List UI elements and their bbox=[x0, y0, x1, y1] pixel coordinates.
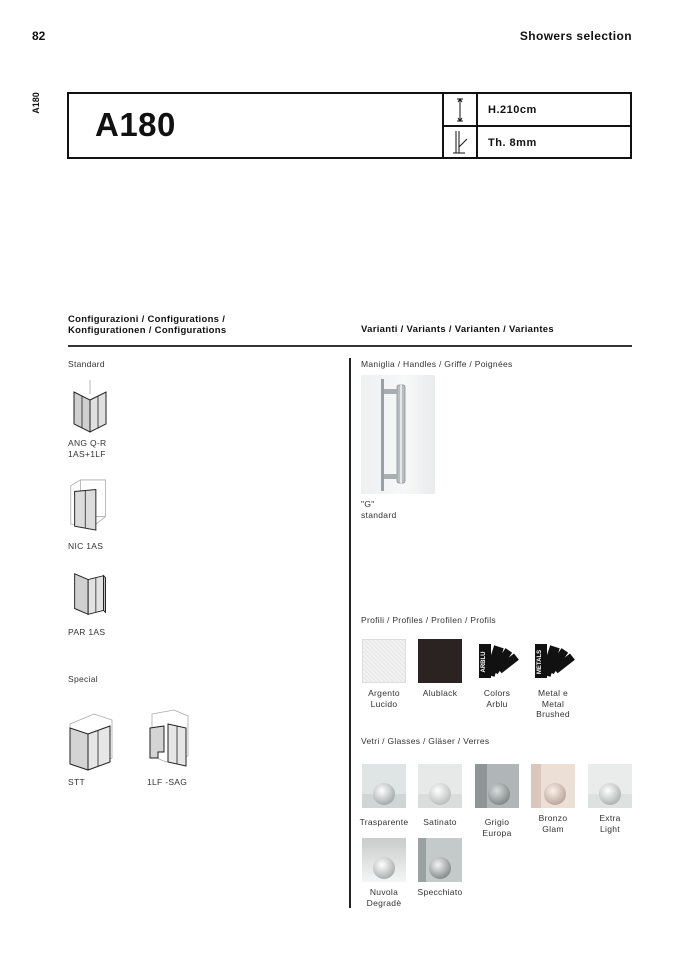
glass-trasparente-label bbox=[352, 817, 416, 828]
glass-bronzo-glam-label bbox=[521, 813, 585, 834]
profile-metals-icon bbox=[531, 638, 577, 684]
handle-icon bbox=[361, 375, 435, 494]
glass-specchiato-label bbox=[406, 887, 474, 898]
profile-label-line: Arblu bbox=[486, 698, 508, 709]
config-nic-1as-label: NIC 1AS bbox=[68, 541, 104, 551]
glass-label-line: Light bbox=[600, 823, 620, 834]
section-title: Showers selection bbox=[519, 29, 632, 43]
profile-colors-arblu-icon bbox=[475, 638, 521, 684]
metals-badge-text: METALS bbox=[537, 649, 543, 675]
profile-alublack-label bbox=[410, 688, 470, 699]
height-arrow-icon bbox=[451, 97, 469, 123]
glass-label-line: Degradè bbox=[366, 897, 402, 908]
standard-label: Standard bbox=[68, 359, 105, 369]
variants-heading: Varianti / Variants / Varianten / Variantes bbox=[361, 324, 554, 335]
glass-label-line: Extra bbox=[599, 813, 621, 823]
profiles-label: Profili / Profiles / Profilen / Profils bbox=[361, 615, 496, 625]
handles-label: Maniglia / Handles / Griffe / Poignées bbox=[361, 359, 513, 369]
model-name: A180 bbox=[95, 106, 176, 143]
config-1lf-sag-label: 1LF -SAG bbox=[147, 777, 188, 787]
configurations-heading bbox=[68, 314, 226, 336]
glass-extra-light-label bbox=[578, 813, 642, 834]
arblu-badge-text: ARBLU bbox=[481, 651, 487, 673]
glass-label-line: Trasparente bbox=[359, 817, 409, 827]
column-divider bbox=[349, 358, 351, 908]
profile-argento-label bbox=[354, 688, 414, 709]
glass-label-line: Glam bbox=[542, 823, 564, 834]
profile-alublack-swatch bbox=[418, 639, 462, 683]
glass-trasparente-swatch bbox=[362, 764, 406, 808]
glass-satinato-swatch bbox=[418, 764, 462, 808]
profile-label-line: Lucido bbox=[370, 698, 398, 709]
special-label: Special bbox=[68, 674, 98, 684]
glass-satinato-label bbox=[408, 817, 472, 828]
config-ang-qr-label bbox=[68, 438, 106, 459]
glass-label-line: Europa bbox=[482, 827, 512, 838]
glass-extra-light-swatch bbox=[588, 764, 632, 808]
model-spec-box bbox=[67, 92, 632, 159]
profile-colors-arblu-label bbox=[467, 688, 527, 709]
profile-label-line: Alublack bbox=[422, 688, 458, 698]
height-value: H.210cm bbox=[488, 104, 537, 116]
profile-label-line: Metal e bbox=[538, 688, 568, 698]
glass-label-line: Nuvola bbox=[369, 887, 399, 897]
glass-specchiato-swatch bbox=[418, 838, 462, 882]
config-label-line: ANG Q-R bbox=[68, 438, 107, 448]
glasses-label: Vetri / Glasses / Gläser / Verres bbox=[361, 736, 490, 746]
glass-label-line: Bronzo bbox=[538, 813, 568, 823]
heading-rule bbox=[68, 345, 632, 347]
glass-grigio-europa-label bbox=[465, 817, 529, 838]
handle-g-label bbox=[361, 499, 396, 520]
page-number: 82 bbox=[32, 29, 46, 43]
glass-label-line: Satinato bbox=[423, 817, 457, 827]
configurations-heading-line: Konfigurationen / Configurations bbox=[68, 325, 227, 336]
config-stt-diagram bbox=[66, 710, 118, 772]
profile-label-line: Metal bbox=[541, 698, 565, 709]
thickness-value: Th. 8mm bbox=[488, 137, 537, 149]
glass-label-line: Grigio bbox=[484, 817, 510, 827]
config-par-1as-diagram bbox=[68, 568, 116, 622]
glass-bronzo-glam-swatch bbox=[531, 764, 575, 808]
profile-label-line: Argento bbox=[368, 688, 400, 698]
profile-label-line: Brushed bbox=[536, 709, 570, 719]
config-1lf-sag-diagram bbox=[144, 708, 196, 770]
config-stt-label: STT bbox=[68, 777, 85, 787]
handle-g-photo bbox=[361, 375, 435, 494]
spec-divider bbox=[442, 125, 630, 127]
profile-argento-swatch bbox=[362, 639, 406, 683]
side-label: A180 bbox=[31, 92, 41, 114]
config-label-line: 1AS+1LF bbox=[68, 448, 106, 459]
configurations-heading-line: Configurazioni / Configurations / bbox=[68, 314, 226, 325]
config-nic-1as-diagram bbox=[68, 478, 116, 532]
handle-label-line: "G" bbox=[361, 499, 375, 509]
config-ang-qr-diagram bbox=[68, 380, 116, 434]
profile-label-line: Colors bbox=[483, 688, 511, 698]
config-par-1as-label: PAR 1AS bbox=[68, 627, 106, 637]
glass-grigio-europa-swatch bbox=[475, 764, 519, 808]
profile-metals-label bbox=[523, 688, 583, 720]
glass-thickness-icon bbox=[451, 129, 469, 155]
glass-label-line: Specchiato bbox=[417, 887, 463, 897]
handle-label-line: standard bbox=[361, 509, 397, 520]
glass-nuvola-degrade-swatch bbox=[362, 838, 406, 882]
